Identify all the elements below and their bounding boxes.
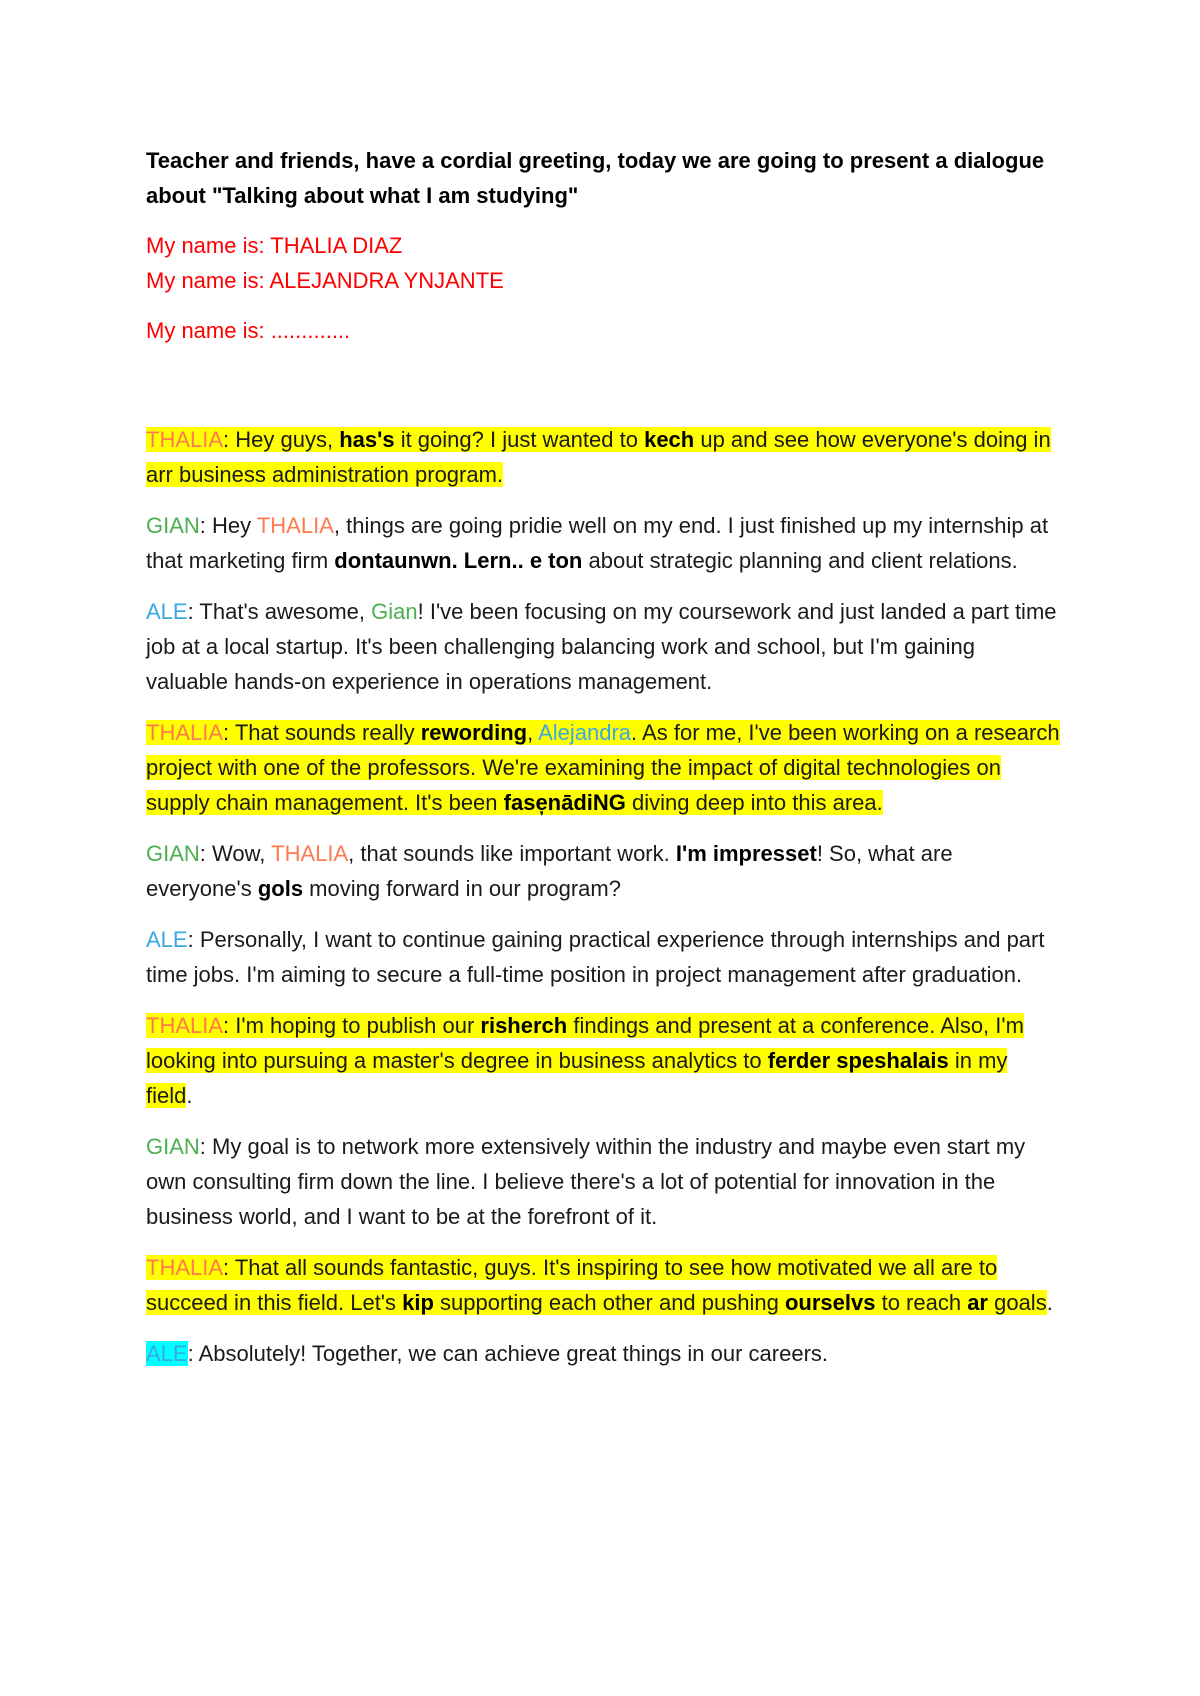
speaker-label: ALE	[146, 927, 188, 952]
name-mention: Gian	[371, 599, 418, 624]
dialogue-text: : That's awesome,	[187, 599, 372, 624]
dialogue-text: moving forward in our program?	[303, 876, 621, 901]
dialogue-text: : Personally, I want to continue gaining practical experience through internships and part time jobs. I'm aiming to secure a full-time position in project management after graduation.	[146, 927, 1045, 987]
dialogue-line-thalia	[146, 422, 1060, 492]
dialogue-line-ale	[146, 594, 1060, 699]
dialogue-text: ! So, what are everyone's	[146, 841, 953, 901]
emphasized-text: has's	[339, 427, 395, 452]
document-title: Teacher and friends, have a cordial greeting, today we are going to present a dialogue about "Talking about what I am studying"	[146, 148, 1045, 208]
dialogue-line-thalia	[146, 1250, 1060, 1320]
dialogue-line-thalia	[146, 715, 1060, 820]
dialogue-text: diving deep into this area.	[625, 790, 883, 815]
dialogue-text: .	[186, 1083, 193, 1108]
dialogue-text: in my field	[146, 1048, 1008, 1108]
emphasized-text: gols	[257, 876, 304, 901]
dialogue-text: : That sounds really	[223, 720, 421, 745]
dialogue-line-ale	[146, 1336, 1060, 1371]
emphasized-text: ourselvs	[784, 1290, 876, 1315]
name-line-blank: My name is: .............	[146, 318, 351, 343]
emphasized-text: fase̦nādiNG	[503, 790, 626, 815]
dialogue-line-gian	[146, 1129, 1060, 1234]
speaker-label: THALIA	[146, 1013, 224, 1038]
dialogue-text: : That all sounds fantastic, guys. It's inspiring to see how motivated we all are to succeed in this field. Let's	[146, 1255, 998, 1315]
name-mention: Alejandra	[538, 720, 632, 745]
dialogue-text: goals	[987, 1290, 1047, 1315]
speaker-label: ALE	[146, 1341, 188, 1366]
emphasized-text: risherch	[480, 1013, 568, 1038]
emphasized-text: I'm impresset	[675, 841, 817, 866]
dialogue-text: , that sounds like important work.	[348, 841, 676, 866]
emphasized-text: kech	[644, 427, 695, 452]
dialogue-text: it going? I just wanted to	[394, 427, 645, 452]
dialogue-text: . As for me, I've been working on a research project with one of the professors. We're examining the impact of digital technologies on supply chain management. It's been	[146, 720, 1060, 815]
speaker-label: ALE	[146, 599, 188, 624]
emphasized-text: ferder speshalais	[767, 1048, 949, 1073]
name-line-alejandra: My name is: ALEJANDRA YNJANTE	[146, 268, 504, 293]
speaker-label: THALIA	[146, 427, 224, 452]
name-mention: THALIA	[256, 513, 334, 538]
dialogue-text: , things are going pridie well on my end. I just finished up my internship at that marketing firm	[146, 513, 1049, 573]
dialogue-line-gian	[146, 508, 1060, 578]
dialogue-line-ale	[146, 922, 1060, 992]
emphasized-text: kip	[402, 1290, 434, 1315]
emphasized-text: rewording	[420, 720, 528, 745]
dialogue-text: about strategic planning and client relations.	[582, 548, 1018, 573]
dialogue-text: : Absolutely! Together, we can achieve great things in our careers.	[187, 1341, 829, 1366]
dialogue-text: : Hey guys,	[223, 427, 340, 452]
dialogue-text: : Hey	[199, 513, 257, 538]
speaker-label: GIAN	[146, 1134, 200, 1159]
emphasized-text: dontaunwn. Lern.. e ton	[334, 548, 583, 573]
name-mention: THALIA	[271, 841, 349, 866]
dialogue-line-gian	[146, 836, 1060, 906]
presenter-names	[146, 228, 1060, 348]
dialogue-text: ! I've been focusing on my coursework and just landed a part time job at a local startup. It's been challenging balancing work and school, but I'm gaining valuable hands-on experience in operations management.	[146, 599, 1057, 694]
dialogue-text: to reach	[875, 1290, 968, 1315]
speaker-label: THALIA	[146, 720, 224, 745]
dialogue-text: supporting each other and pushing	[433, 1290, 785, 1315]
dialogue-text: up and see how everyone's doing in arr business administration program.	[146, 427, 1051, 487]
dialogue-text: ,	[527, 720, 539, 745]
name-line-thalia: My name is: THALIA DIAZ	[146, 233, 403, 258]
dialogue-text: : My goal is to network more extensively within the industry and maybe even start my own consulting firm down the line. I believe there's a lot of potential for innovation in the business world, and I want to be at the forefront of it.	[146, 1134, 1026, 1229]
speaker-label: GIAN	[146, 513, 200, 538]
emphasized-text: ar	[967, 1290, 988, 1315]
dialogue	[146, 422, 1060, 1371]
dialogue-text: : I'm hoping to publish our	[223, 1013, 481, 1038]
dialogue-line-thalia	[146, 1008, 1060, 1113]
dialogue-text: .	[1046, 1290, 1053, 1315]
speaker-label: THALIA	[146, 1255, 224, 1280]
dialogue-text: : Wow,	[199, 841, 272, 866]
speaker-label: GIAN	[146, 841, 200, 866]
dialogue-text: findings and present at a conference. Also, I'm looking into pursuing a master's degree in business analytics to	[146, 1013, 1024, 1073]
